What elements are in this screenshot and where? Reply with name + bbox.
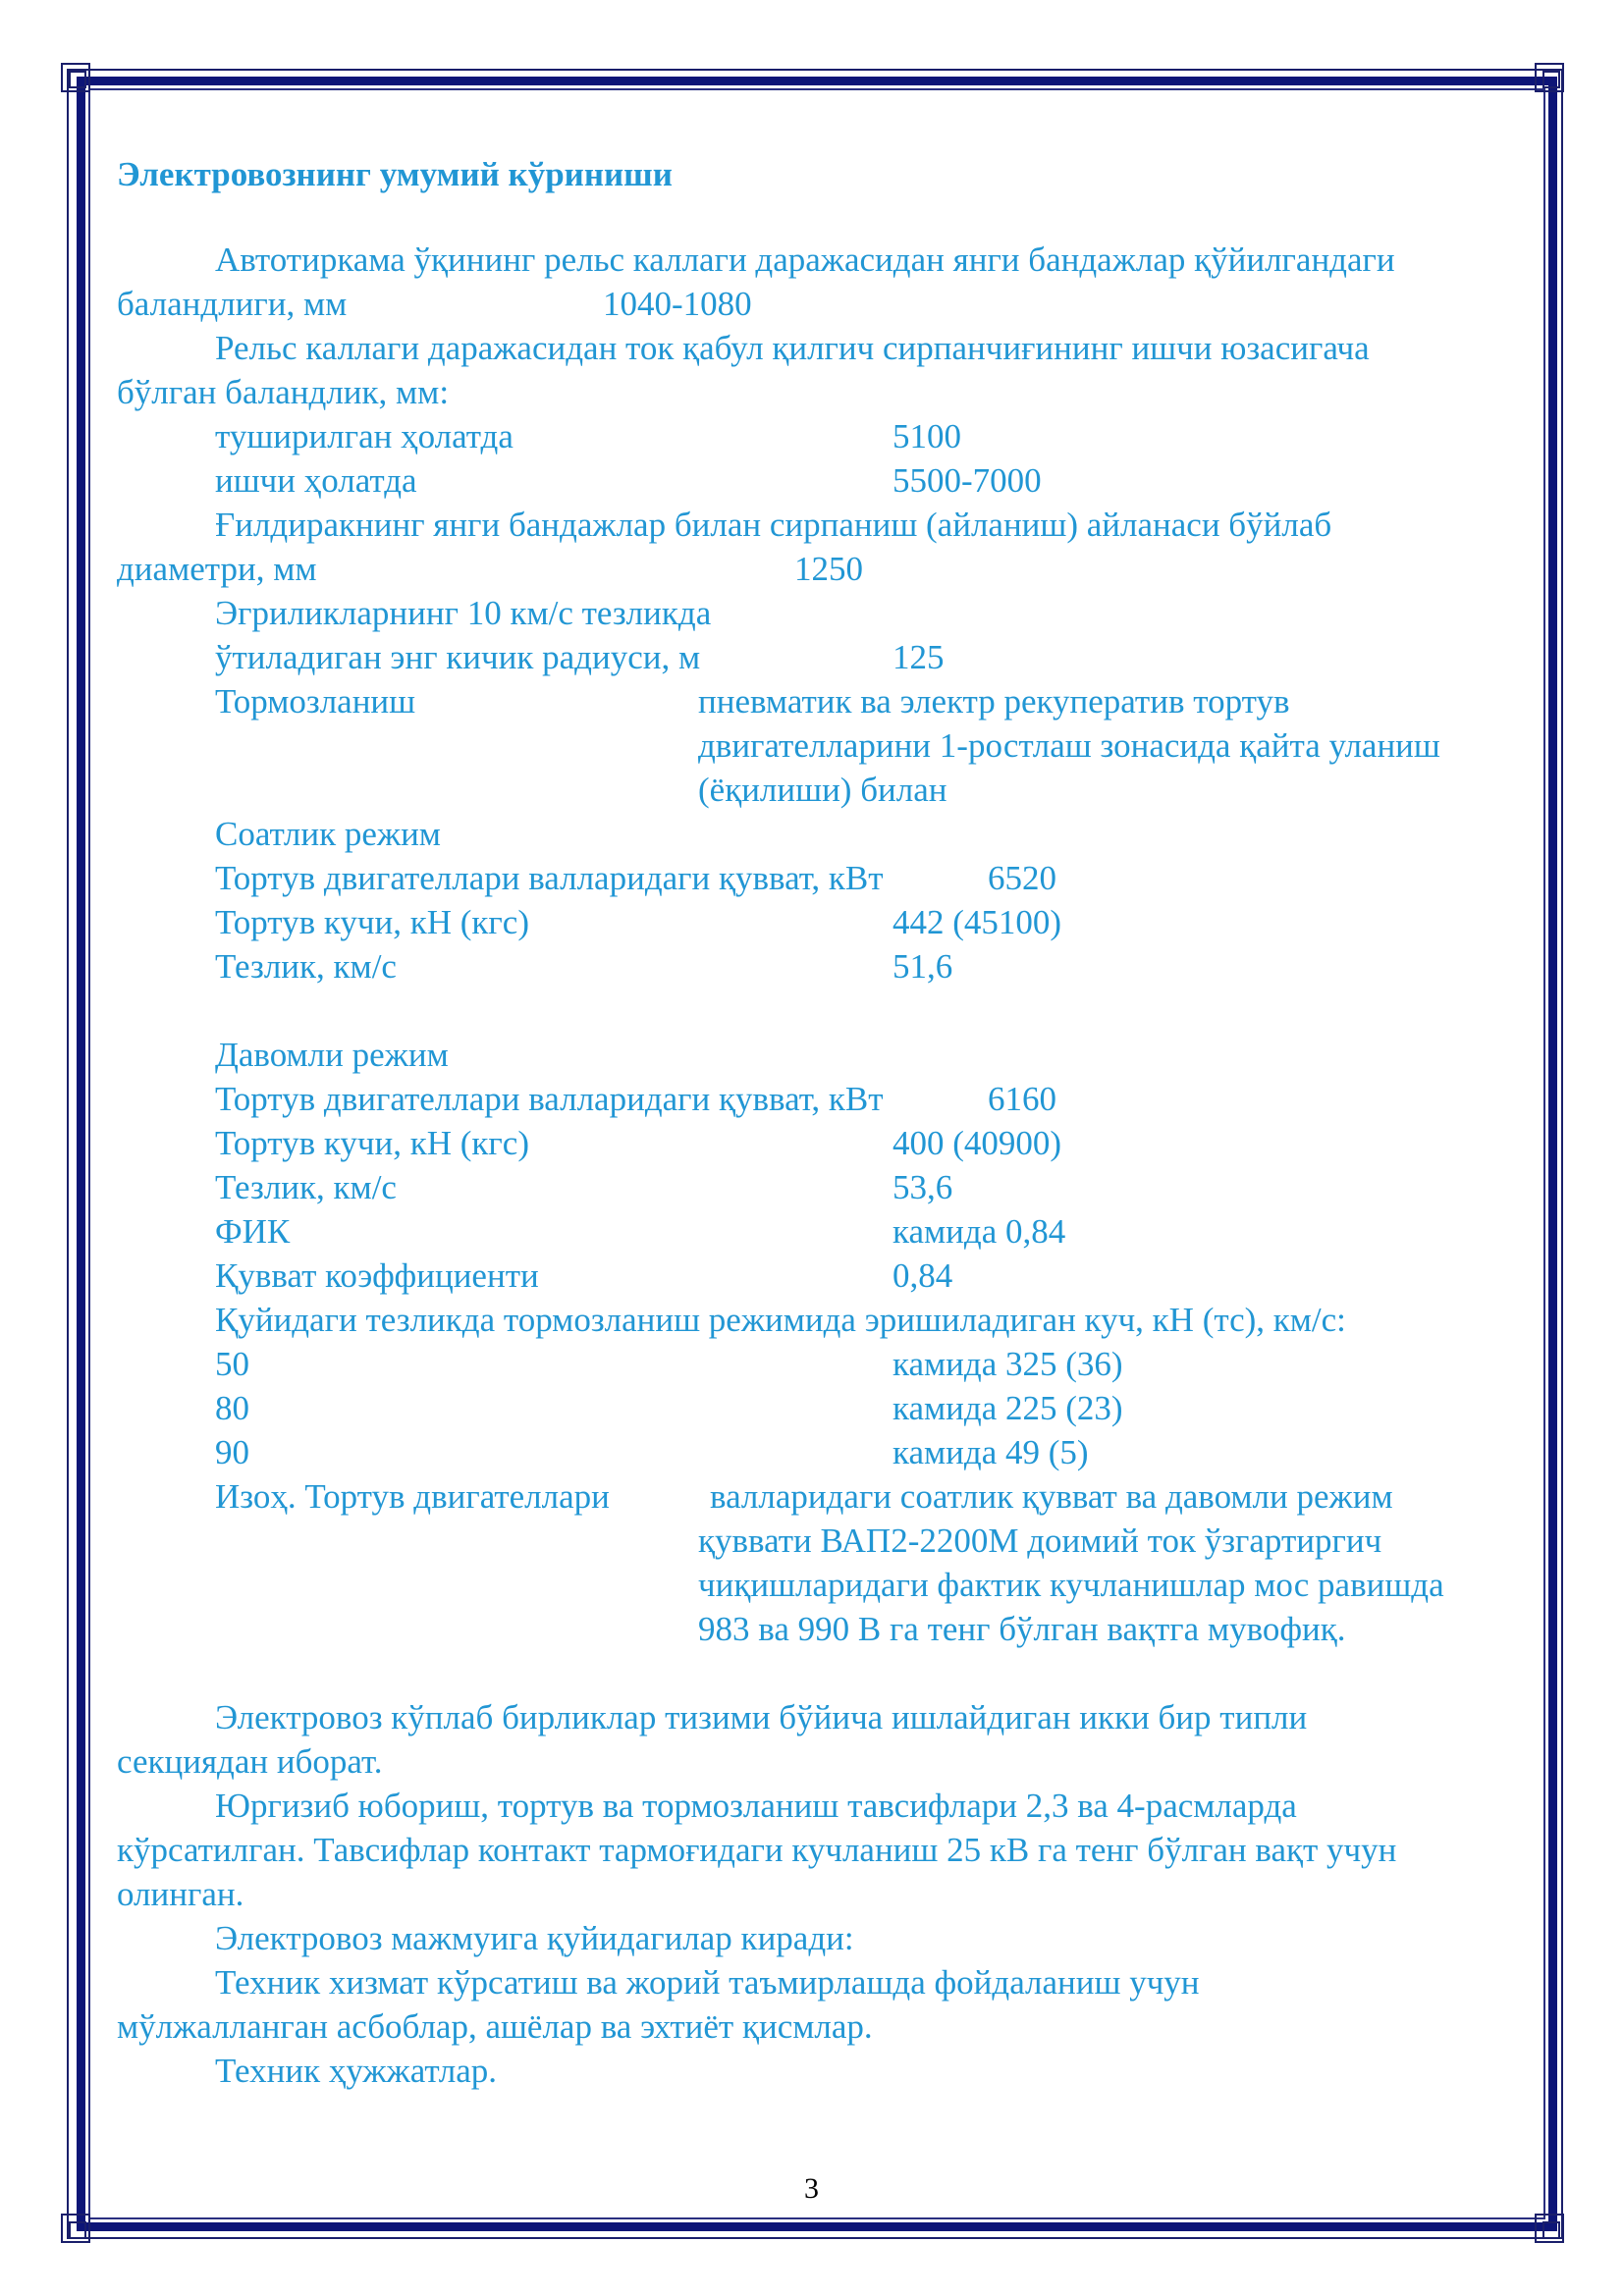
spec-label: Тезлик, км/с [215, 1168, 397, 1206]
braking-force: камида 225 (23) [893, 1389, 1123, 1427]
note-line [117, 1519, 1533, 1563]
spec-label: Тортув кучи, кН (кгс) [215, 1124, 529, 1162]
spec-line [117, 856, 1533, 900]
document-body [117, 152, 1533, 2125]
spec-line [117, 238, 1533, 282]
paragraph-line: Техник ҳужжатлар. [215, 2052, 498, 2090]
note-label: Изоҳ. Тортув двигателлари [215, 1477, 610, 1516]
paragraph-line: секциядан иборат. [117, 1742, 383, 1781]
corner-ornament-bl [61, 2214, 90, 2243]
spec-value: двигателларини 1-ростлаш зонасида қайта уланиш [698, 726, 1440, 765]
spacer [117, 1651, 1533, 1695]
spec-line [117, 282, 1533, 326]
spec-line [117, 547, 1533, 591]
spec-value: 442 (45100) [893, 903, 1062, 941]
paragraph-line: Техник хизмат кўрсатиш ва жорий таъмирлашда фойдаланиш учун [215, 1963, 1200, 2002]
note-text: 983 ва 990 В га тенг бўлган вақтга мувофиқ. [698, 1610, 1346, 1648]
spec-label: Қувват коэффициенти [215, 1256, 539, 1295]
spec-label: диаметри, мм [117, 550, 317, 588]
spec-value: камида 0,84 [893, 1212, 1066, 1251]
spec-line [117, 1209, 1533, 1254]
spec-line [117, 503, 1533, 547]
spec-value: 51,6 [893, 947, 953, 986]
spec-label: ўтиладиган энг кичик радиуси, м [215, 638, 701, 676]
spec-value: (ёқилиши) билан [698, 771, 947, 809]
braking-row [117, 1386, 1533, 1430]
spec-label: Тортув кучи, кН (кгс) [215, 903, 529, 941]
spec-line [117, 635, 1533, 679]
spec-label: Тортув двигателлари валларидаги қувват, кВт [215, 1080, 884, 1118]
paragraph-line: олинган. [117, 1875, 244, 1913]
paragraph-line: Электровоз кўплаб бирликлар тизими бўйича ишлайдиган икки бир типли [215, 1698, 1308, 1736]
spec-text: Эгриликларнинг 10 км/с тезликда [215, 594, 712, 632]
note-text: валларидаги соатлик қувват ва давомли режим [710, 1477, 1393, 1516]
braking-speed: 80 [215, 1389, 249, 1427]
section-title: Давомли режим [215, 1036, 449, 1074]
braking-row [117, 1430, 1533, 1474]
spec-value: 6520 [988, 859, 1056, 897]
spec-line [117, 591, 1533, 635]
section-title: Қуйидаги тезликда тормозланиш режимида эришиладиган куч, кН (тс), км/с: [215, 1301, 1346, 1339]
spec-label: туширилган ҳолатда [215, 417, 514, 455]
spec-label: Тезлик, км/с [215, 947, 397, 986]
spec-label: Тортув двигателлари валларидаги қувват, кВт [215, 859, 884, 897]
spec-line [117, 326, 1533, 370]
section-title: Соатлик режим [215, 815, 441, 853]
spec-line [117, 944, 1533, 988]
spec-value: 6160 [988, 1080, 1056, 1118]
spec-value: пневматик ва электр рекуператив тортув [698, 682, 1290, 721]
spec-value: 125 [893, 638, 945, 676]
spec-line [117, 458, 1533, 503]
spec-line [117, 1121, 1533, 1165]
braking-force: камида 325 (36) [893, 1345, 1123, 1383]
spec-line [117, 370, 1533, 414]
spec-label: ФИК [215, 1212, 291, 1251]
corner-ornament-tl [61, 63, 90, 92]
spec-value: 1040-1080 [603, 285, 752, 323]
page-number: 3 [804, 2172, 819, 2205]
spec-line [117, 768, 1533, 812]
spec-label: Тормозланиш [215, 682, 416, 721]
spec-label: баландлиги, мм [117, 285, 348, 323]
paragraph-line: мўлжалланган асбоблар, ашёлар ва эхтиёт қисмлар. [117, 2007, 873, 2046]
note-line [117, 1563, 1533, 1607]
spec-value: 0,84 [893, 1256, 953, 1295]
braking-force: камида 49 (5) [893, 1433, 1089, 1471]
spec-line [117, 723, 1533, 768]
spec-text: Ғилдиракнинг янги бандажлар билан сирпаниш (айланиш) айланаси бўйлаб [215, 506, 1332, 544]
spec-text: бўлган баландлик, мм: [117, 373, 450, 411]
braking-speed: 90 [215, 1433, 249, 1471]
spec-text: Рельс каллаги даражасидан ток қабул қилгич сирпанчиғининг ишчи юзасигача [215, 329, 1370, 367]
spec-line [117, 900, 1533, 944]
spec-line [117, 1077, 1533, 1121]
corner-ornament-br [1535, 2214, 1564, 2243]
paragraph-line: кўрсатилган. Тавсифлар контакт тармоғидаги кучланиш 25 кВ га тенг бўлган вақт учун [117, 1831, 1397, 1869]
spec-value: 400 (40900) [893, 1124, 1062, 1162]
spec-value: 5100 [893, 417, 961, 455]
spec-line [117, 679, 1533, 723]
paragraph-line: Юргизиб юбориш, тортув ва тормозланиш тавсифлари 2,3 ва 4-расмларда [215, 1787, 1297, 1825]
note-line [117, 1474, 1533, 1519]
spec-value: 53,6 [893, 1168, 953, 1206]
spec-value: 1250 [794, 550, 863, 588]
paragraph-line: Электровоз мажмуига қуйидагилар киради: [215, 1919, 854, 1957]
braking-speed: 50 [215, 1345, 249, 1383]
spec-value: 5500-7000 [893, 461, 1042, 500]
braking-row [117, 1342, 1533, 1386]
note-line [117, 1607, 1533, 1651]
corner-ornament-tr [1535, 63, 1564, 92]
spec-label: ишчи ҳолатда [215, 461, 417, 500]
spacer [117, 988, 1533, 1033]
spec-text: Автотиркама ўқининг рельс каллаги даражасидан янги бандажлар қўйилгандаги [215, 240, 1395, 279]
spec-line [117, 1254, 1533, 1298]
spec-line [117, 414, 1533, 458]
note-text: чиқишларидаги фактик кучланишлар мос равишда [698, 1566, 1444, 1604]
spec-line [117, 1165, 1533, 1209]
page-title: Электровознинг умумий кўриниши [117, 155, 673, 193]
note-text: қуввати ВАП2-2200М доимий ток ўзгартиргич [698, 1522, 1382, 1560]
